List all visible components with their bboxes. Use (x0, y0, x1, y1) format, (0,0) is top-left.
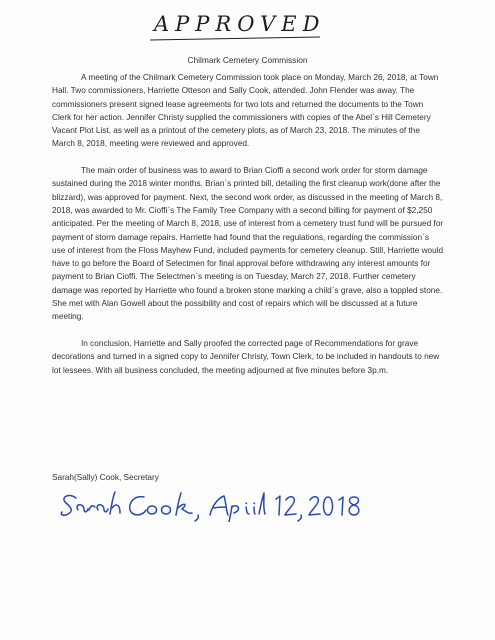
paragraph-storm-damage: The main order of business was to award to Brian Cioffi a second work order for storm damage sustained during the 2018 winter months. Brian`s printed bill, detailing the first cleanup work(done after the blizzard), was approved for payment. Next, the second work order, as discussed in the meeting of March 8, 2018, was awarded to Mr. Cioffi`s The Family Tree Company with a second billing for payment of $2,250 anticipated. Per the meeting of March 8, 2018, use of interest from a cemetery trust fund will be pursued for payment of storm damage repairs. Harriette had found that the regulations, regarding the commission`s use of interest from the Floss Mayhew Fund, included payments for cemetery cleanup. Still, Harriette would have to go before the Board of Selectmen for final approval before withdrawing any interest amounts for payment to Brian Cioffi. The Selectmen`s meeting is on Tuesday, March 27, 2018. Further cemetery damage was reported by Harriette who found a broken stone marking a child`s grave, also a toppled stone. She met with Alan Gowell about the possibility and cost of repairs which will be discussed at a future meeting. (52, 166, 444, 322)
approved-stamp (150, 12, 350, 39)
handwritten-signature (58, 488, 378, 522)
document-title: Chilmark Cemetery Commission (187, 55, 308, 65)
paragraph-conclusion: In conclusion, Harriette and Sally proofed the corrected page of Recommendations for grave decorations and turned in a signed copy to Jennifer Christy, Town Clerk, to be included in handouts to new lot lessees. With all business concluded, the meeting adjourned at five minutes before 3p.m. (52, 338, 440, 375)
paragraph-meeting-summary: A meeting of the Chilmark Cemetery Commission took place on Monday, March 26, 2018, at Town Hall. Two commissioners, Harriette Otteson and Sally Cook, attended. John Flender was away. The commissioners present signed lease agreements for two lots and returned the documents to the Town Clerk for her action. Jennifer Christy supplied the commissioners with copies of the Abel`s Hill Cemetery Vacant Plot List, as well as a printout of the cemetery plots, as of March 23, 2018. The minutes of the March 8, 2018, meeting were reviewed and approved. (52, 73, 439, 149)
approved-stamp-text: APPROVED (154, 12, 326, 36)
signer-line: Sarah(Sally) Cook, Secretary (52, 473, 159, 482)
minutes-body (52, 71, 444, 377)
stamp-underline (150, 37, 320, 41)
